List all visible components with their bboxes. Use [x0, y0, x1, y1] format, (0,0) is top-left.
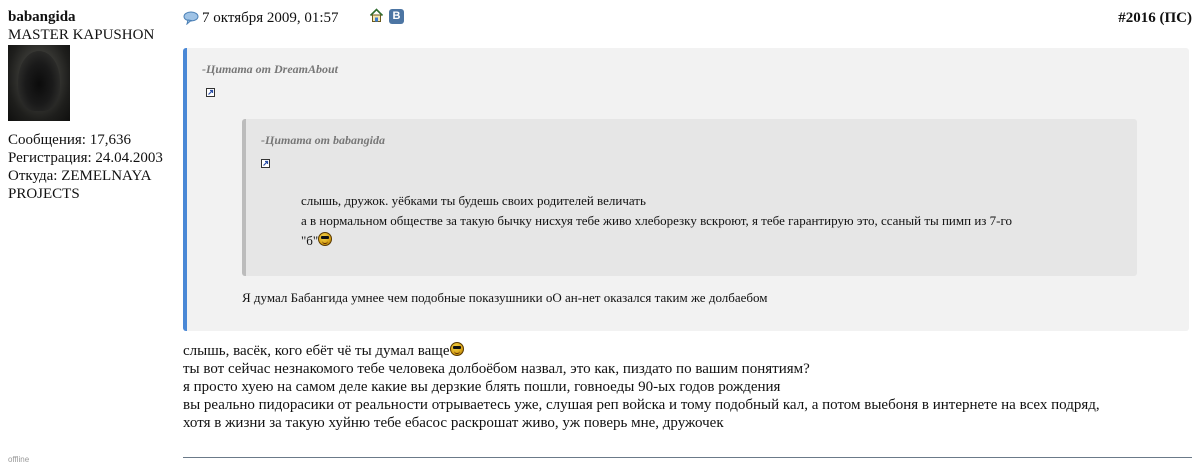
post-body — [183, 342, 1193, 432]
ps-link[interactable]: ПС — [1164, 10, 1187, 26]
user-posts-count: Сообщения: 17,636 — [8, 132, 131, 148]
body-line: хотя в жизни за такую хуйню тебе ебасос раскрошат живо, уж поверь мне, дружочек — [183, 415, 724, 431]
quote-line: слышь, дружок. уёбками ты будешь своих родителей величать — [301, 193, 646, 208]
post-number-value[interactable]: #2016 — [1118, 10, 1156, 26]
quote-outer-text: Я думал Бабангида умнее чем подобные показушники оО ан-нет оказался таким же долбаебом — [242, 290, 768, 305]
post-number[interactable]: #2016 (ПС) — [1118, 10, 1192, 26]
smiley-icon — [450, 342, 464, 356]
speech-bubble-icon — [183, 11, 199, 25]
user-location: Откуда: ZEMELNAYA PROJECTS — [8, 168, 151, 202]
vk-icon[interactable]: В — [389, 9, 404, 24]
quote-line-wrap — [301, 231, 1101, 251]
body-line: вы реально пидорасики от реальности отрываетесь уже, слушая реп войска и тому подобный кал, а потом выебоня в интернете на всех подряд, — [183, 397, 1100, 413]
user-registration: Регистрация: 24.04.2003 — [8, 150, 163, 166]
quote-link-icon[interactable] — [206, 88, 215, 97]
body-line-wrap — [183, 342, 1193, 360]
user-title: MASTER KAPUSHON — [8, 27, 155, 43]
quote-inner — [242, 119, 1137, 276]
quote-author: -Цитата от babangida — [261, 133, 386, 147]
smiley-icon — [318, 232, 332, 246]
avatar[interactable] — [8, 45, 70, 121]
post-date: 7 октября 2009, 01:57 — [202, 10, 339, 26]
online-status: offline — [8, 455, 30, 464]
quote-outer — [183, 48, 1189, 331]
body-line: ты вот сейчас незнакомого тебе человека долбоёбом назвал, это как, пиздато по вашим понятиям? — [183, 361, 810, 377]
quote-link-icon[interactable] — [261, 159, 270, 168]
quote-inner-text — [301, 191, 1101, 251]
user-info — [8, 8, 178, 203]
quote-author: -Цитата от DreamAbout — [202, 62, 339, 76]
quote-line: "б" — [301, 233, 319, 248]
username-link[interactable]: babangida — [8, 9, 76, 25]
body-line: я просто хуею на самом деле какие вы дерзкие блять пошли, говноеды 90-ых годов рождения — [183, 379, 781, 395]
home-icon[interactable] — [369, 8, 384, 23]
body-line: слышь, васёк, кого ебёт чё ты думал ваще — [183, 343, 450, 359]
post-separator — [183, 457, 1192, 458]
quote-line: а в нормальном обществе за такую бычку нисхуя тебе живо хлеборезку вскроют, я тебе гарантирую это, ссаный ты пимп из 7-го — [301, 213, 1013, 228]
post-header — [183, 8, 1192, 28]
